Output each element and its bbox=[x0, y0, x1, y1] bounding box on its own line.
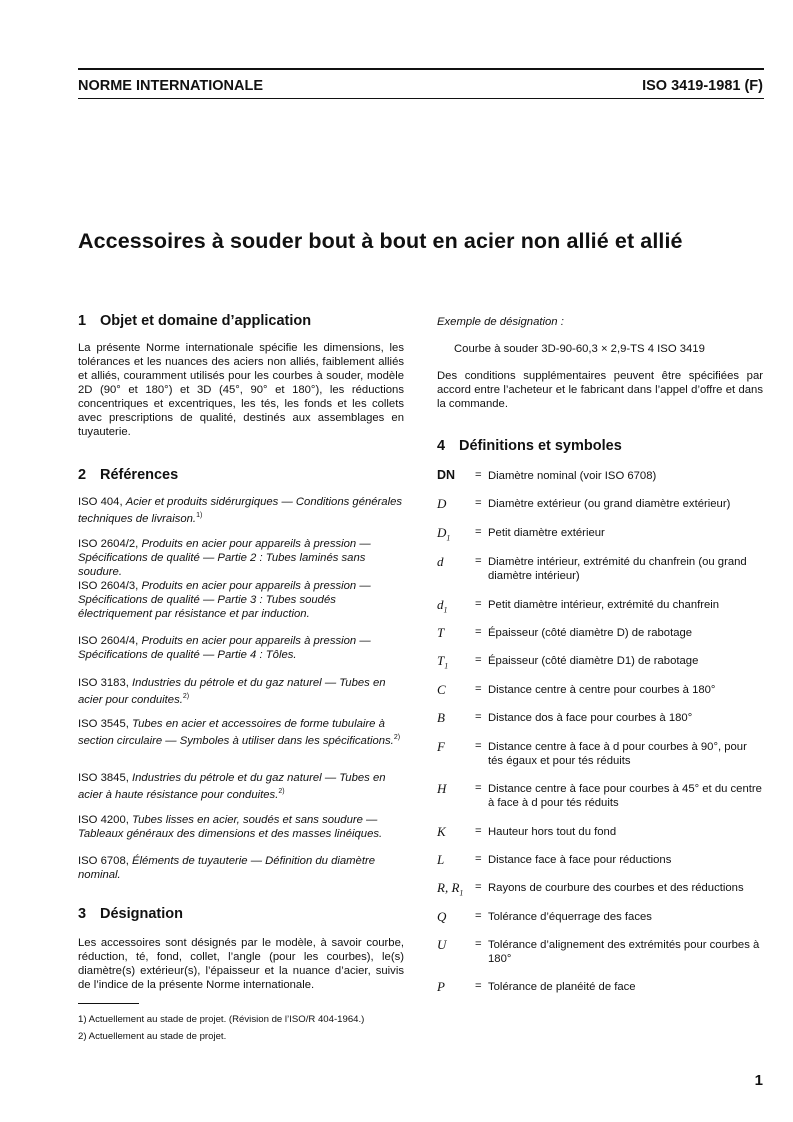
symbol: C bbox=[437, 682, 446, 697]
definition-text: Tolérance d’alignement des extrémités pour courbes à 180° bbox=[488, 939, 760, 965]
reference-title: Industries du pétrole et du gaz naturel — Tubes en acier pour conduites. bbox=[78, 677, 386, 706]
equals-sign: = bbox=[475, 683, 482, 695]
section-number: 3 bbox=[78, 906, 87, 922]
section-number: 1 bbox=[78, 313, 87, 329]
definition-text: Petit diamètre intérieur, extrémité du chanfrein bbox=[488, 599, 720, 611]
symbol: U bbox=[437, 937, 447, 952]
reference-item bbox=[78, 676, 404, 707]
equals-sign: = bbox=[475, 740, 482, 752]
equals-sign: = bbox=[475, 626, 482, 638]
definition-text: Distance centre à face pour courbes à 45° et du centre à face à d pour tés réduits bbox=[488, 783, 762, 809]
example-label: Exemple de désignation : bbox=[437, 316, 564, 328]
reference-item bbox=[78, 634, 404, 662]
symbol: $D_1$ bbox=[437, 525, 451, 543]
symbol: $T_1$ bbox=[437, 653, 449, 671]
definition-text: Petit diamètre extérieur bbox=[488, 527, 605, 539]
section-title: Références bbox=[100, 467, 179, 483]
symbol: H bbox=[437, 781, 447, 796]
reference-item bbox=[78, 537, 404, 579]
equals-sign: = bbox=[475, 497, 482, 509]
symbol: T bbox=[437, 625, 445, 640]
reference-code: ISO 3183, bbox=[78, 677, 129, 689]
reference-title: Acier et produits sidérurgiques — Conditions générales techniques de livraison. bbox=[78, 496, 403, 525]
definition-text: Rayons de courbure des courbes et des réductions bbox=[488, 882, 744, 894]
reference-code: ISO 4200, bbox=[78, 814, 129, 826]
document-title: Accessoires à souder bout à bout en acier non allié et allié bbox=[78, 229, 683, 253]
reference-code: ISO 6708, bbox=[78, 855, 129, 867]
equals-sign: = bbox=[475, 711, 482, 723]
symbol: D bbox=[437, 496, 447, 511]
reference-title: Produits en acier pour appareils à pression — Spécifications de qualité — Partie 4 : Tôles. bbox=[78, 635, 371, 661]
reference-item bbox=[78, 579, 404, 621]
definition-text: Distance centre à face à d pour courbes à 90°, pour tés égaux et pour tés réduits bbox=[488, 741, 747, 767]
reference-title: Produits en acier pour appareils à pression — Spécifications de qualité — Partie 2 : Tubes laminés sans soudure. bbox=[78, 538, 371, 578]
section-4-heading bbox=[437, 438, 622, 454]
definition-text: Distance face à face pour réductions bbox=[488, 854, 672, 866]
symbol: $d_1$ bbox=[437, 597, 448, 615]
equals-sign: = bbox=[475, 853, 482, 865]
reference-code: ISO 2604/4, bbox=[78, 635, 139, 647]
header-rule-bottom bbox=[78, 98, 764, 99]
section-3-heading bbox=[78, 906, 183, 922]
footnote-mark: 2) bbox=[393, 734, 401, 741]
footnote-divider bbox=[78, 1003, 139, 1004]
header-rule-top bbox=[78, 68, 764, 70]
header-right: ISO 3419-1981 (F) bbox=[642, 78, 763, 94]
equals-sign: = bbox=[475, 526, 482, 538]
equals-sign: = bbox=[475, 980, 482, 992]
reference-item bbox=[78, 495, 404, 526]
symbol: P bbox=[437, 979, 445, 994]
footnote-mark: 1) bbox=[196, 512, 203, 519]
reference-item bbox=[78, 813, 404, 841]
reference-item bbox=[78, 854, 404, 882]
symbol: F bbox=[437, 739, 445, 754]
section-title: Désignation bbox=[100, 906, 183, 922]
reference-title: Industries du pétrole et du gaz naturel — Tubes en acier à haute résistance pour conduites. bbox=[78, 772, 386, 801]
reference-item bbox=[78, 771, 404, 802]
equals-sign: = bbox=[475, 881, 482, 893]
equals-sign: = bbox=[475, 469, 482, 481]
equals-sign: = bbox=[475, 598, 482, 610]
footnote-mark: 2) bbox=[278, 788, 285, 795]
additional-conditions: Des conditions supplémentaires peuvent être spécifiées par accord entre l’acheteur et le fabricant dans l’appel d’offre et dans la commande. bbox=[437, 370, 763, 410]
section-1-body: La présente Norme internationale spécifie les dimensions, les tolérances et les nuances des aciers non alliés, faiblement alliés et alliés, couramment utilisés pour les courbes à souder, modèle 2D (90° et 180°) et 3D (45°, 90° et 180°), les réductions concentriques et excentriques, les tés, les fonds et les collets avec prescriptions de qualité, destinés aux assemblages en tuyauterie. bbox=[78, 342, 404, 438]
equals-sign: = bbox=[475, 654, 482, 666]
reference-item bbox=[78, 717, 404, 748]
definition-text: Diamètre extérieur (ou grand diamètre extérieur) bbox=[488, 498, 731, 510]
definition-text: Diamètre nominal (voir ISO 6708) bbox=[488, 470, 657, 482]
section-number: 4 bbox=[437, 438, 446, 454]
definition-text: Diamètre intérieur, extrémité du chanfrein (ou grand diamètre intérieur) bbox=[488, 556, 747, 582]
equals-sign: = bbox=[475, 910, 482, 922]
equals-sign: = bbox=[475, 555, 482, 567]
symbol: Q bbox=[437, 909, 447, 924]
symbol: L bbox=[437, 852, 445, 867]
section-title: Objet et domaine d’application bbox=[100, 313, 312, 329]
reference-code: ISO 3845, bbox=[78, 772, 129, 784]
definition-text: Épaisseur (côté diamètre D1) de rabotage bbox=[488, 655, 699, 667]
section-1-heading bbox=[78, 313, 311, 329]
definition-text: Distance dos à face pour courbes à 180° bbox=[488, 712, 693, 724]
footnote-1: 1) Actuellement au stade de projet. (Révision de l’ISO/R 404-1964.) bbox=[78, 1014, 365, 1025]
symbol: DN bbox=[437, 468, 456, 482]
example-value: Courbe à souder 3D-90-60,3 × 2,9-TS 4 ISO 3419 bbox=[454, 343, 705, 355]
equals-sign: = bbox=[475, 782, 482, 794]
reference-title: Produits en acier pour appareils à pression — Spécifications de qualité — Partie 3 : Tubes soudés électriquement par résistance et par induction. bbox=[78, 580, 371, 620]
section-2-heading bbox=[78, 467, 178, 483]
symbol: K bbox=[437, 824, 446, 839]
section-3-body: Les accessoires sont désignés par le modèle, à savoir courbe, réduction, té, fond, collet, l’angle (pour les courbes), le(s) diamètre(s) extérieur(s), l’épaisseur et la nuance d’acier, suivis de l’indice de la présente Norme internationale. bbox=[78, 937, 404, 991]
equals-sign: = bbox=[475, 825, 482, 837]
reference-code: ISO 404, bbox=[78, 496, 123, 508]
reference-code: ISO 2604/3, bbox=[78, 580, 139, 592]
reference-title: Tubes lisses en acier, soudés et sans soudure — Tableaux généraux des dimensions et des masses linéiques. bbox=[78, 814, 383, 840]
definition-text: Tolérance d’équerrage des faces bbox=[488, 911, 652, 923]
header-left: NORME INTERNATIONALE bbox=[78, 78, 264, 94]
reference-code: ISO 2604/2, bbox=[78, 538, 139, 550]
equals-sign: = bbox=[475, 938, 482, 950]
page-number: 1 bbox=[754, 1072, 763, 1089]
reference-code: ISO 3545, bbox=[78, 718, 129, 730]
symbol: B bbox=[437, 710, 445, 725]
reference-title: Tubes en acier et accessoires de forme tubulaire à section circulaire — Symboles à utiliser dans les spécifications. bbox=[78, 718, 394, 747]
definition-text: Distance centre à centre pour courbes à 180° bbox=[488, 684, 716, 696]
section-title: Définitions et symboles bbox=[459, 438, 622, 454]
footnote-2: 2) Actuellement au stade de projet. bbox=[78, 1031, 227, 1042]
section-number: 2 bbox=[78, 467, 87, 483]
footnote-mark: 2) bbox=[182, 693, 190, 700]
definition-text: Hauteur hors tout du fond bbox=[488, 826, 617, 838]
definition-text: Épaisseur (côté diamètre D) de rabotage bbox=[488, 627, 693, 639]
symbol: R, $R_1$ bbox=[437, 880, 464, 898]
symbol: d bbox=[437, 554, 444, 569]
definition-text: Tolérance de planéité de face bbox=[488, 981, 636, 993]
reference-title: Éléments de tuyauterie — Définition du diamètre nominal. bbox=[78, 855, 376, 881]
